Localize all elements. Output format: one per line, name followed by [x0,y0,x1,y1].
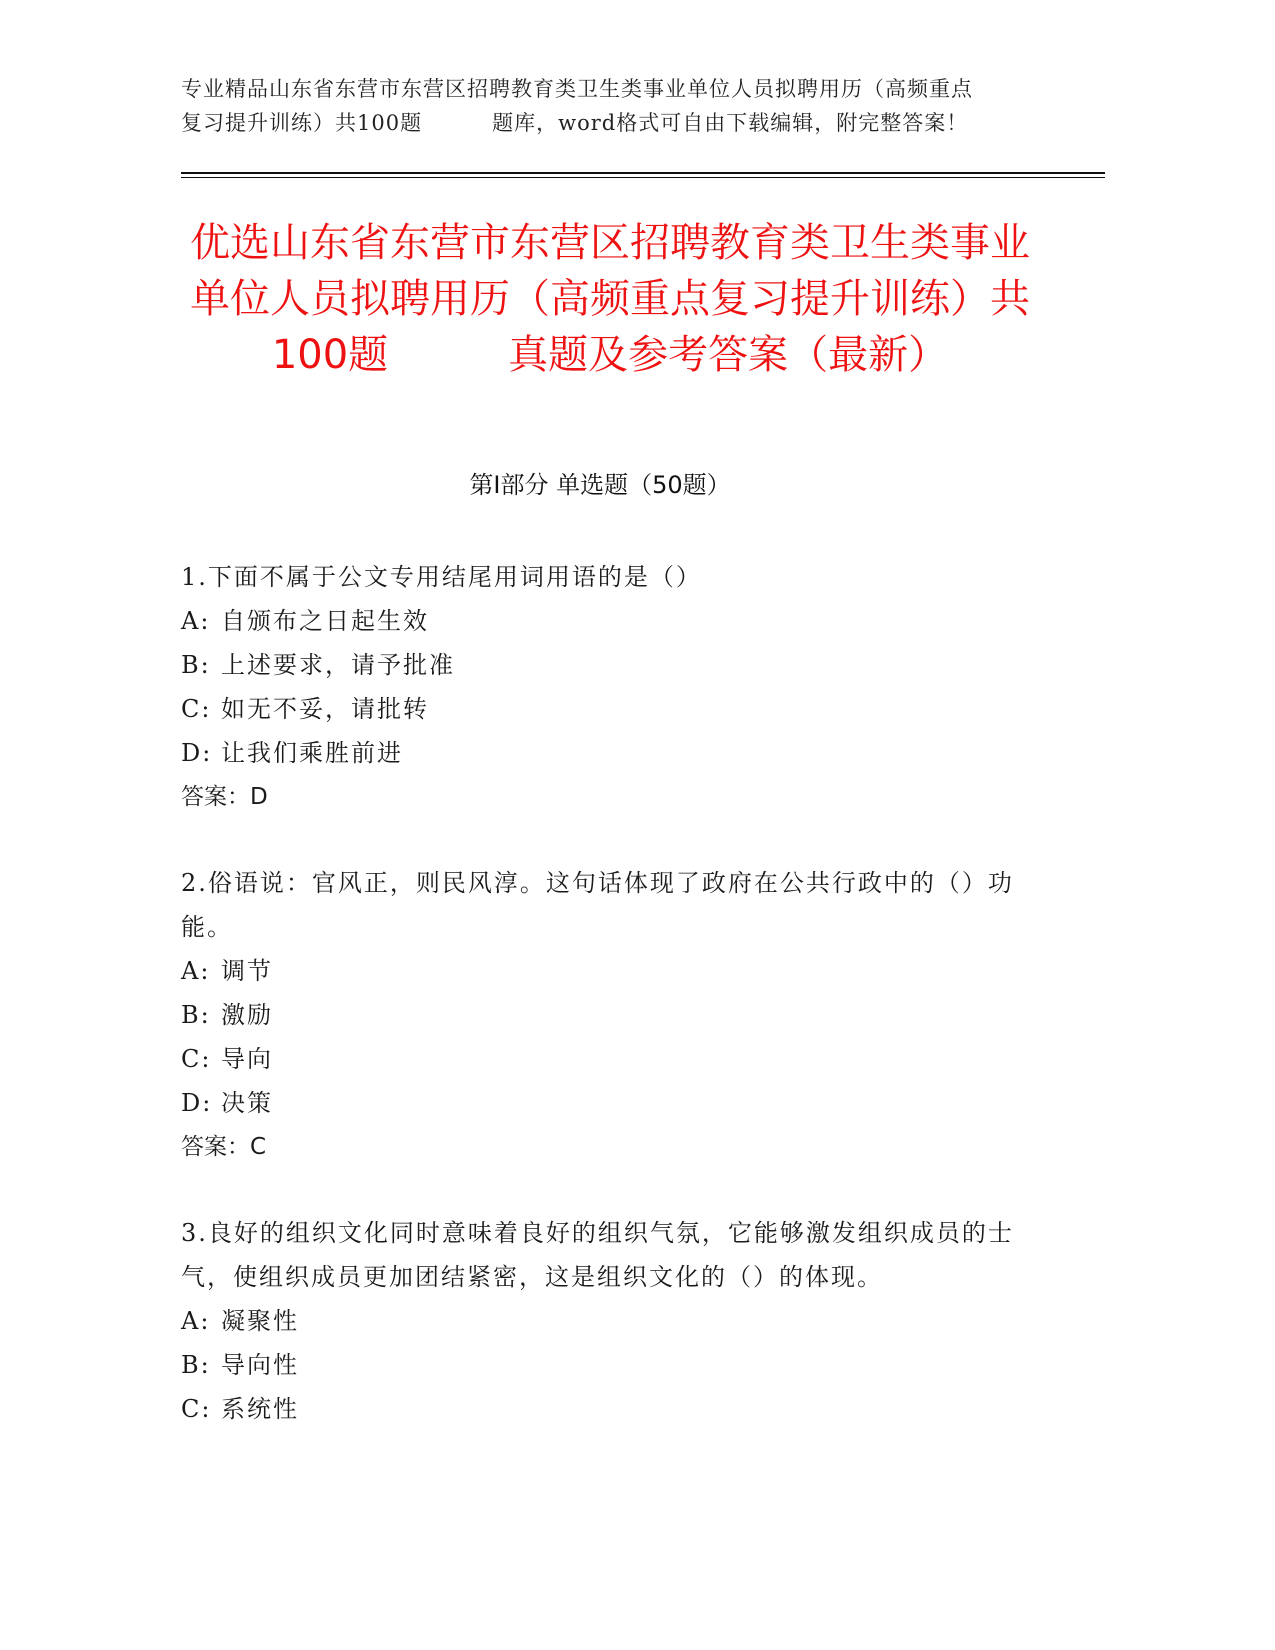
header-line-2-b: 题库，word格式可自由下载编辑，附完整答案！ [492,111,969,135]
option-b: B: 导向性 [181,1351,299,1379]
document-header [181,72,1061,140]
header-line-1: 专业精品山东省东营市东营区招聘教育类卫生类事业单位人员拟聘用历（高频重点 [181,77,973,101]
answer-line: 答案：D [181,784,268,810]
title-part-2: 真题及参考答案（最新） [508,332,949,378]
document-title [190,215,1030,383]
title-part-1: 优选山东省东营市东营区招聘教育类卫生类事业单位人员拟聘用历（高频重点复习提升训练）共100题 [190,220,1030,378]
question-3 [181,1211,1041,1431]
option-a: A: 凝聚性 [181,1307,299,1335]
header-line-2-a: 复习提升训练）共100题 [181,111,423,135]
header-divider-thin [181,177,1105,178]
option-b: B: 上述要求，请予批准 [181,651,455,679]
option-a: A: 调节 [181,957,273,985]
question-list [181,555,1041,1473]
option-c: C: 系统性 [181,1395,299,1423]
answer-line: 答案：C [181,1134,267,1160]
option-b: B: 激励 [181,1001,273,1029]
question-stem: 3.良好的组织文化同时意味着良好的组织气氛，它能够激发组织成员的士气，使组织成员更加团结紧密，这是组织文化的（）的体现。 [181,1219,1014,1291]
question-2 [181,861,1041,1169]
header-divider-thick [181,172,1105,174]
option-a: A: 自颁布之日起生效 [181,607,429,635]
option-d: D: 决策 [181,1089,273,1117]
question-stem: 1.下面不属于公文专用结尾用词用语的是（） [181,563,702,591]
header-line-2 [181,106,1061,140]
option-c: C: 导向 [181,1045,273,1073]
section-title: 第Ⅰ部分 单选题（50题） [469,471,731,499]
option-d: D: 让我们乘胜前进 [181,739,403,767]
question-1 [181,555,1041,819]
option-c: C: 如无不妥，请批转 [181,695,429,723]
question-stem: 2.俗语说：官风正，则民风淳。这句话体现了政府在公共行政中的（）功能。 [181,869,1014,941]
